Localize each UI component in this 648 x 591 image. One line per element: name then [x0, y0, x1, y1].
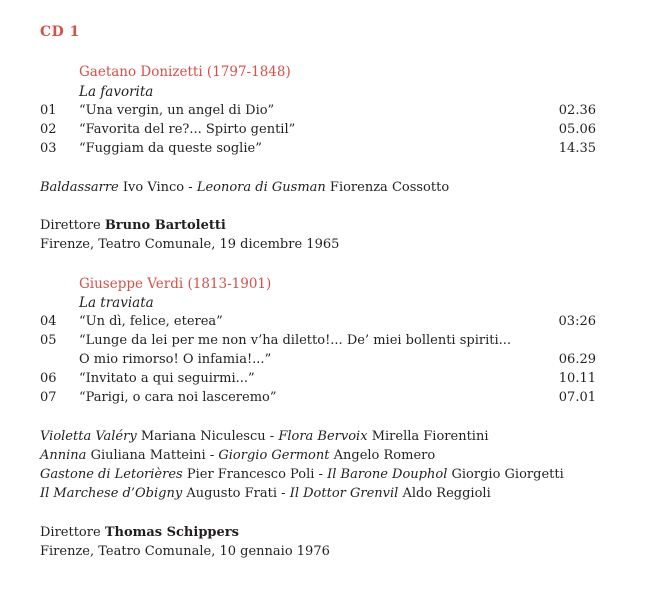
track-number: 04 — [40, 314, 57, 329]
composer-heading: Giuseppe Verdi (1813-1901) — [79, 276, 272, 292]
cast-line — [40, 486, 491, 501]
singer-name: Augusto Frati — [186, 486, 278, 501]
track-duration: 06.29 — [558, 352, 596, 367]
track-title: “Un dì, felice, eterea” — [79, 314, 223, 329]
track-title: “Parigi, o cara noi lasceremo” — [79, 390, 277, 405]
track-duration: 07.01 — [558, 390, 596, 405]
track-duration: 03:26 — [558, 314, 596, 329]
separator: - — [188, 180, 193, 195]
opera-title: La traviata — [79, 295, 154, 311]
track-number: 06 — [40, 371, 57, 386]
separator: - — [281, 486, 286, 501]
track-number: 02 — [40, 122, 57, 137]
conductor-label: Direttore — [40, 218, 101, 233]
role-name: Gastone di Letorières — [40, 467, 183, 482]
separator: - — [318, 467, 323, 482]
track-title: “Una vergin, un angel di Dio” — [79, 103, 275, 118]
separator: - — [209, 448, 215, 463]
singer-name: Pier Francesco Poli — [186, 467, 315, 482]
cd-title: CD 1 — [40, 24, 80, 40]
conductor-label: Direttore — [40, 525, 101, 540]
cast-line — [40, 180, 449, 195]
track-duration: 02.36 — [558, 103, 596, 118]
conductor-name: Thomas Schippers — [104, 525, 239, 540]
track-number: 07 — [40, 390, 57, 405]
separator: - — [269, 429, 275, 444]
role-name: Il Dottor Grenvil — [289, 486, 399, 501]
composer-heading: Gaetano Donizetti (1797-1848) — [79, 64, 291, 80]
role-name: Violetta Valéry — [40, 429, 137, 444]
track-title: “Lunge da lei per me non v’ha diletto!... De’ miei bollenti spiriti... — [79, 333, 512, 348]
track-number: 03 — [40, 141, 57, 156]
role-name: Baldassarre — [40, 180, 119, 195]
track-title: “Fuggiam da queste soglie” — [79, 141, 262, 156]
role-name: Il Marchese d’Obigny — [40, 486, 183, 501]
track-number: 05 — [40, 333, 57, 348]
conductor-line — [40, 525, 239, 540]
role-name: Annina — [40, 448, 87, 463]
venue-line: Firenze, Teatro Comunale, 19 dicembre 1965 — [40, 237, 340, 252]
cast-line — [40, 467, 564, 482]
singer-name: Giuliana Matteini — [90, 448, 206, 463]
track-duration: 14.35 — [558, 141, 596, 156]
role-name: Giorgio Germont — [218, 448, 330, 463]
cast-line — [40, 448, 435, 463]
singer-name: Mirella Fiorentini — [371, 429, 489, 444]
singer-name: Mariana Niculescu — [140, 429, 266, 444]
conductor-name: Bruno Bartoletti — [104, 218, 226, 233]
cast-line — [40, 429, 488, 444]
singer-name: Fiorenza Cossotto — [329, 180, 450, 195]
track-title: O mio rimorso! O infamia!...” — [79, 352, 272, 367]
conductor-line — [40, 218, 226, 233]
track-number: 01 — [40, 103, 57, 118]
venue-line: Firenze, Teatro Comunale, 10 gennaio 1976 — [40, 544, 330, 559]
singer-name: Giorgio Giorgetti — [451, 467, 564, 482]
singer-name: Aldo Reggioli — [402, 486, 491, 501]
track-duration: 10.11 — [558, 371, 596, 386]
track-duration: 05.06 — [558, 122, 596, 137]
role-name: Il Barone Douphol — [327, 467, 448, 482]
opera-title: La favorita — [79, 84, 154, 100]
singer-name: Ivo Vinco — [122, 180, 185, 195]
role-name: Flora Bervoix — [278, 429, 368, 444]
track-title: “Invitato a qui seguirmi...” — [79, 371, 255, 386]
role-name: Leonora di Gusman — [196, 180, 326, 195]
track-title: “Favorita del re?... Spirto gentil” — [79, 122, 296, 137]
singer-name: Angelo Romero — [333, 448, 436, 463]
